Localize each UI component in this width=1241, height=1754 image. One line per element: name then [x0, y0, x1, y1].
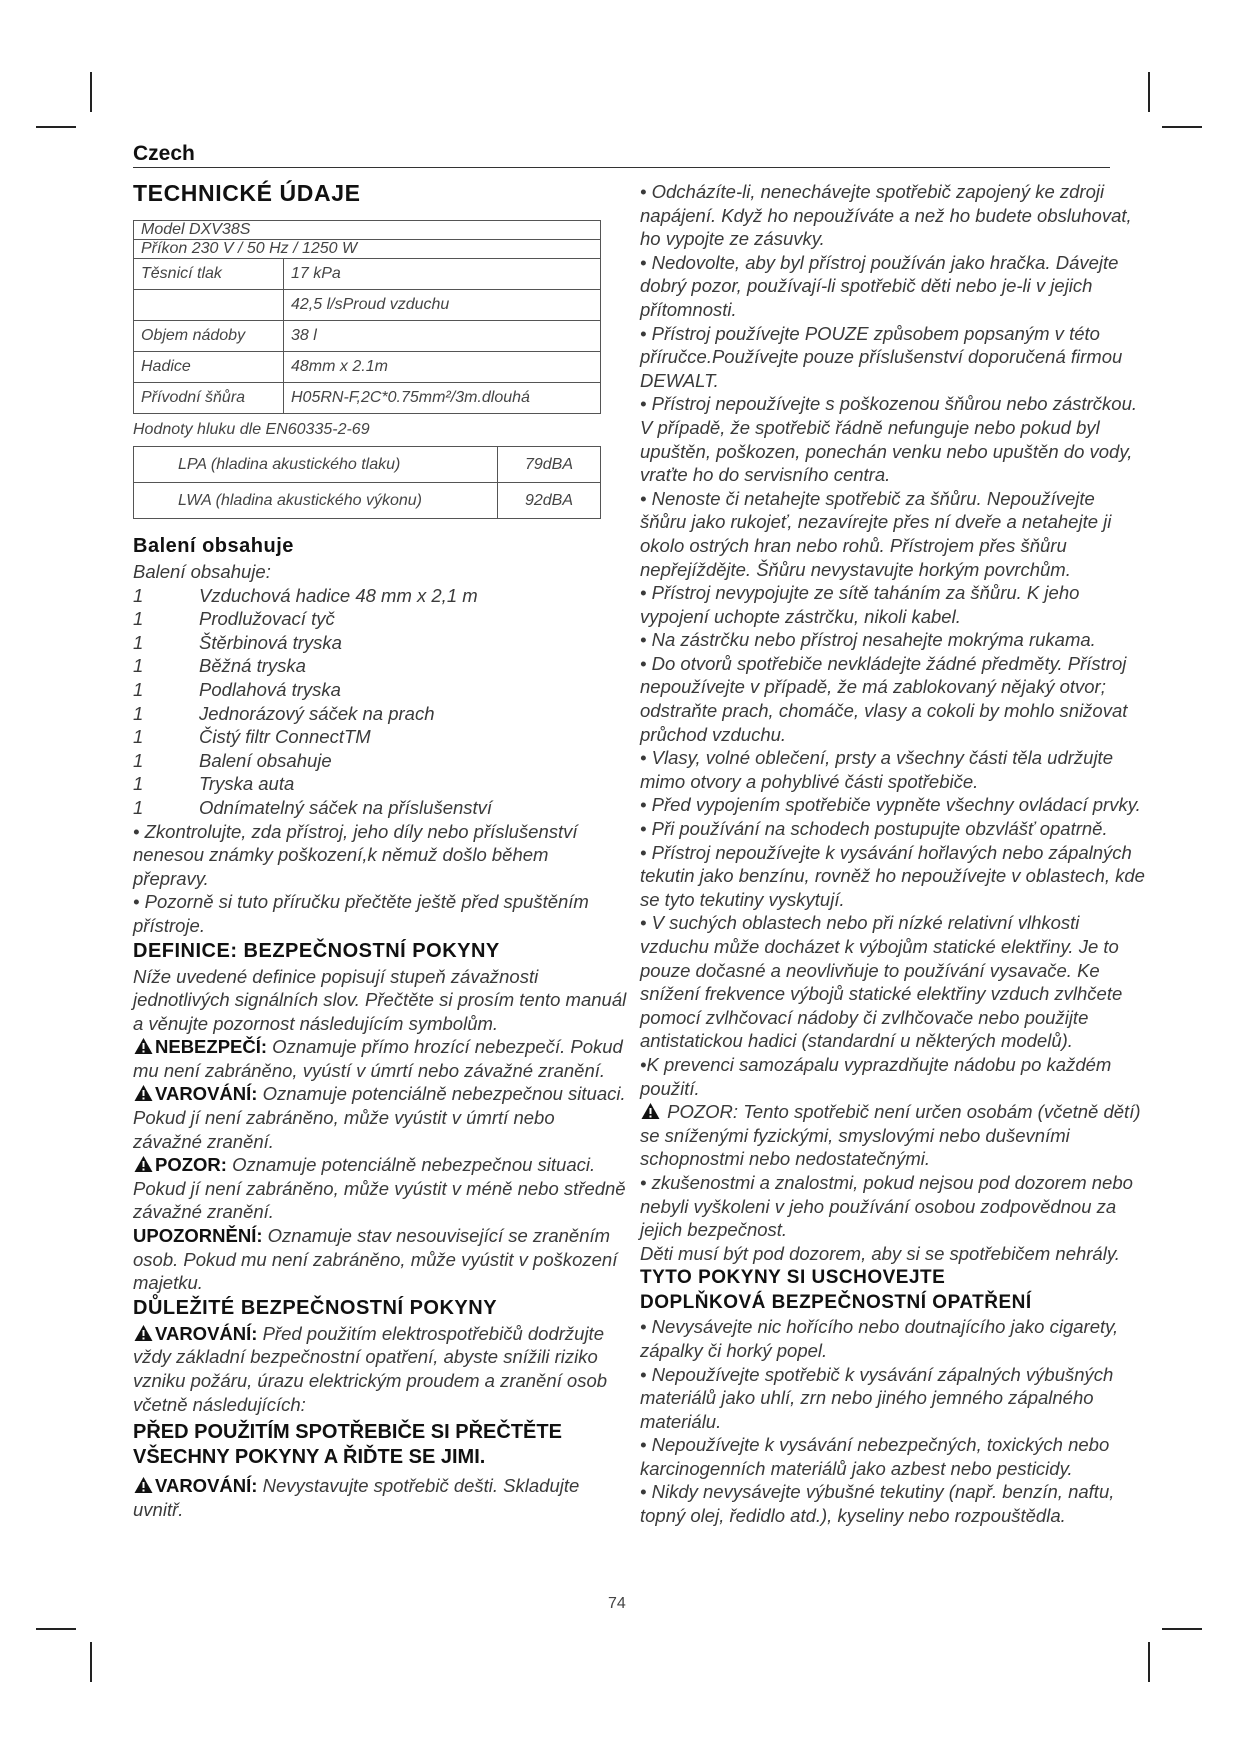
package-item — [133, 631, 628, 655]
spec-label: Objem nádoby — [134, 321, 284, 352]
warning-triangle-icon — [133, 1037, 154, 1055]
package-item — [133, 772, 628, 796]
package-heading: Balení obsahuje — [133, 535, 294, 557]
page-number: 74 — [608, 1595, 626, 1612]
warning-text: Nevystavujte spotřebič dešti. Skladujte uvnitř. — [133, 1475, 580, 1520]
package-item — [133, 702, 628, 726]
package-intro: Balení obsahuje: — [133, 561, 271, 582]
caution-text: Oznamuje potenciálně nebezpečnou situaci. Pokud jí není zabráněno, může vyústit v méně nebo středně závažné zranění. — [133, 1154, 626, 1223]
crop-mark — [36, 1628, 76, 1630]
spec-value: 38 l — [284, 321, 601, 352]
danger-label: NEBEZPEČÍ: — [155, 1036, 268, 1058]
package-item — [133, 584, 628, 608]
definitions-heading: DEFINICE: BEZPEČNOSTNÍ POKYNY — [133, 939, 500, 962]
package-qty: 1 — [133, 726, 144, 748]
package-qty: 1 — [133, 678, 144, 700]
package-name: Podlahová tryska — [199, 678, 341, 700]
package-name: Jednorázový sáček na prach — [199, 702, 435, 724]
safety-paragraph: • Přístroj používejte POUZE způsobem popsaným v této příručce.Používejte pouze příslušenství doporučená firmou DEWALT. — [640, 322, 1123, 391]
safety-paragraph: • Při používání na schodech postupujte obzvlášť opatrně. — [640, 818, 1108, 840]
warning-label: VAROVÁNÍ: — [155, 1475, 258, 1497]
warning-triangle-icon — [640, 1102, 661, 1120]
package-name: Prodlužovací tyč — [199, 608, 335, 630]
package-name: Odnímatelný sáček na příslušenství — [199, 796, 493, 818]
noise-table — [133, 446, 601, 519]
package-item — [133, 654, 628, 678]
right-column — [640, 180, 1145, 1528]
package-name: Balení obsahuje — [199, 749, 332, 771]
package-name: Tryska auta — [199, 773, 295, 795]
warning-definition — [133, 1082, 628, 1153]
language-label: Czech — [133, 142, 195, 165]
warning-triangle-icon — [133, 1324, 154, 1342]
spec-row — [134, 240, 601, 259]
package-item — [133, 725, 628, 749]
noise-heading: Hodnoty hluku dle EN60335-2-69 — [133, 421, 370, 438]
crop-mark — [36, 126, 76, 128]
spec-table — [133, 220, 601, 414]
spec-row — [134, 352, 601, 383]
noise-row — [134, 447, 601, 483]
package-qty: 1 — [133, 796, 144, 818]
warning-text: Před použitím elektrospotřebičů dodržujte vždy základní bezpečnostní opatření, abyste snížili riziko vzniku požáru, úrazu elektrickým proudem a zranění osob včetně následujících: — [133, 1322, 608, 1415]
spec-row — [134, 383, 601, 414]
spec-value: 17 kPa — [284, 259, 601, 290]
keep-instructions-heading: TYTO POKYNY SI USCHOVEJTE — [640, 1267, 946, 1289]
safety-paragraph: Děti musí být pod dozorem, aby si se spotřebičem nehrály. — [640, 1242, 1120, 1264]
safety-paragraph: • Nepoužívejte spotřebič k vysávání zápalných výbušných materiálů jako uhlí, zrn nebo jiného jemného zápalného materiálu. — [640, 1363, 1114, 1432]
safety-paragraph: • V suchých oblastech nebo při nízké relativní vlhkosti vzduchu může docházet k výbojům statické elektřiny. Je to pouze dočasné a neovlivňuje to používání vysavače. Ke snížení frekvence výbojů statické elektřiny vzduch zvlhčete pomocí zvlhčovací nádoby či zvlhčovače nebo použijte antistatickou hadici (standardní u některých modelů). — [640, 912, 1123, 1052]
caution-text: POZOR: Tento spotřebič není určen osobám (včetně dětí) se sníženými fyzickými, smyslovými nebo duševními schopnostmi nebo nedostatečnými. — [640, 1101, 1141, 1170]
safety-paragraph: • Nedovolte, aby byl přístroj používán jako hračka. Dávejte dobrý pozor, používají-li spotřebič děti nebo je-li v jejich přítomnosti. — [640, 251, 1119, 320]
noise-value: 92dBA — [498, 483, 601, 519]
package-name: Štěrbinová tryska — [199, 631, 342, 653]
important-warning-1 — [133, 1322, 628, 1416]
safety-paragraph: • Nenoste či netahejte spotřebič za šňůru. Nepoužívejte šňůru jako rukojeť, nezavírejte přes ní dveře a netahejte ji okolo ostrých hran nebo rohů. Přístrojem přes šňůru nepřejíždějte. Šňůru nevystavujte horkým povrchům. — [640, 487, 1112, 580]
package-qty: 1 — [133, 584, 144, 606]
read-note: • Pozorně si tuto příručku přečtěte ještě před spuštěním přístroje. — [133, 891, 589, 936]
package-name: Běžná tryska — [199, 655, 306, 677]
warning-label: VAROVÁNÍ: — [155, 1322, 258, 1344]
safety-paragraph: • Vlasy, volné oblečení, prsty a všechny části těla udržujte mimo otvory a pohyblivé části spotřebiče. — [640, 747, 1113, 792]
important-heading: DŮLEŽITÉ BEZPEČNOSTNÍ POKYNY — [133, 1296, 498, 1319]
noise-row — [134, 483, 601, 519]
noise-label: LWA (hladina akustického výkonu) — [134, 483, 498, 519]
crop-mark — [1162, 1628, 1202, 1630]
package-item — [133, 796, 628, 820]
spec-label: Těsnicí tlak — [134, 259, 284, 290]
caution-paragraph — [640, 1100, 1145, 1171]
package-item — [133, 678, 628, 702]
package-qty: 1 — [133, 655, 144, 677]
spec-row — [134, 290, 601, 321]
spec-row — [134, 321, 601, 352]
page-title: TECHNICKÉ ÚDAJE — [133, 180, 361, 206]
warning-triangle-icon — [133, 1084, 154, 1102]
warning-label: VAROVÁNÍ: — [155, 1083, 258, 1105]
warning-text: Oznamuje potenciálně nebezpečnou situaci. Pokud jí není zabráněno, může vyústit v úmrtí nebo závažné zranění. — [133, 1083, 626, 1152]
safety-paragraph: • Do otvorů spotřebiče nevkládejte žádné předměty. Přístroj nepoužívejte v případě, že má zablokovaný nějaký otvor; odstraňte prach, chomáče, vlasy a cokoli by mohlo snižovat průchod vzduchu. — [640, 652, 1128, 745]
important-warning-2 — [133, 1474, 628, 1521]
noise-value: 79dBA — [498, 447, 601, 483]
safety-paragraph: • Nevysávejte nic hořícího nebo doutnajícího jako cigarety, zápalky či horký popel. — [640, 1316, 1119, 1361]
header-rule — [133, 167, 1110, 168]
spec-label: Přívodní šňůra — [134, 383, 284, 414]
notice-label: UPOZORNĚNÍ: — [133, 1225, 263, 1247]
caution-label: POZOR: — [155, 1154, 227, 1176]
safety-paragraph: • Přístroj nevypojujte ze sítě taháním za šňůru. K jeho vypojení uchopte zástrčku, nikoli kabel. — [640, 582, 1080, 627]
spec-value: H05RN-F,2C*0.75mm²/3m.dlouhá — [284, 383, 601, 414]
package-qty: 1 — [133, 773, 144, 795]
package-qty: 1 — [133, 702, 144, 724]
safety-paragraph: • Na zástrčku nebo přístroj nesahejte mokrýma rukama. — [640, 629, 1096, 651]
safety-paragraph: • Odcházíte-li, nenechávejte spotřebič zapojený ke zdroji napájení. Když ho nepoužíváte a než ho budete obsluhovat, ho vypojte ze zásuvky. — [640, 181, 1132, 250]
package-qty: 1 — [133, 749, 144, 771]
safety-paragraph: • Přístroj nepoužívejte k vysávání hořlavých nebo zápalných tekutin jako benzínu, rovněž ho nepoužívejte v oblastech, kde se tyto tekutiny vyskytují. — [640, 841, 1145, 910]
crop-mark — [1148, 72, 1150, 112]
crop-mark — [1162, 126, 1202, 128]
noise-label: LPA (hladina akustického tlaku) — [134, 447, 498, 483]
spec-row — [134, 259, 601, 290]
spec-label: Příkon 230 V / 50 Hz / 1250 W — [134, 240, 601, 259]
additional-precautions-heading: DOPLŇKOVÁ BEZPEČNOSTNÍ OPATŘENÍ — [640, 1292, 1032, 1314]
check-note: • Zkontrolujte, zda přístroj, jeho díly nebo příslušenství nenesou známky poškození,k němuž došlo během přepravy. — [133, 820, 578, 889]
safety-paragraph: • zkušenostmi a znalostmi, pokud nejsou pod dozorem nebo nebyli vyškoleni v jeho používání osobou zodpovědnou za jejich bezpečnost. — [640, 1171, 1133, 1241]
read-all-instructions: PŘED POUŽITÍM SPOTŘEBIČE SI PŘEČTĚTE VŠECHNY POKYNY A ŘIĎTE SE JIMI. — [133, 1421, 562, 1469]
warning-triangle-icon — [133, 1476, 154, 1494]
safety-paragraph: • Nikdy nevysávejte výbušné tekutiny (např. benzín, naftu, topný olej, ředidlo atd.), kyseliny nebo rozpouštědla. — [640, 1481, 1115, 1527]
package-item — [133, 607, 628, 631]
spec-value: 48mm x 2.1m — [284, 352, 601, 383]
package-name: Čistý filtr ConnectTM — [199, 726, 371, 748]
safety-paragraph: • Před vypojením spotřebiče vypněte všechny ovládací prvky. — [640, 794, 1141, 816]
spec-value: 42,5 l/sProud vzduchu — [284, 290, 601, 321]
safety-paragraph: •K prevenci samozápalu vyprazdňujte nádobu po každém použití. — [640, 1053, 1112, 1099]
spec-row — [134, 221, 601, 240]
spec-label — [134, 290, 284, 321]
caution-definition — [133, 1153, 628, 1224]
definitions-intro: Níže uvedené definice popisují stupeň závažnosti jednotlivých signálních slov. Přečtěte si prosím tento manuál a věnujte pozornost následujícím symbolům. — [133, 965, 627, 1034]
package-qty: 1 — [133, 608, 144, 630]
left-column — [133, 178, 628, 1521]
danger-text: Oznamuje přímo hrozící nebezpečí. Pokud mu není zabráněno, vyústí v úmrtí nebo závažné zranění. — [133, 1036, 623, 1081]
spec-label: Model DXV38S — [134, 221, 601, 240]
notice-text: Oznamuje stav nesouvisející se zraněním osob. Pokud mu není zabráněno, může vyústit v poškození majetku. — [133, 1225, 618, 1294]
safety-paragraph: • Nepoužívejte k vysávání nebezpečných, toxických nebo karcinogenních materiálů jako azbest nebo pesticidy. — [640, 1434, 1110, 1479]
warning-triangle-icon — [133, 1155, 154, 1173]
spec-label: Hadice — [134, 352, 284, 383]
package-qty: 1 — [133, 631, 144, 653]
crop-mark — [90, 72, 92, 112]
safety-paragraph: • Přístroj nepoužívejte s poškozenou šňůrou nebo zástrčkou. V případě, že spotřebič řádně nefunguje nebo pokud byl upuštěn, poškozen, ponechán venku nebo upuštěn do vody, vraťte ho do servisního centra. — [640, 393, 1138, 486]
crop-mark — [90, 1642, 92, 1682]
package-item — [133, 749, 628, 773]
notice-definition — [133, 1224, 628, 1295]
crop-mark — [1148, 1642, 1150, 1682]
package-name: Vzduchová hadice 48 mm x 2,1 m — [199, 584, 478, 606]
danger-definition — [133, 1035, 628, 1082]
